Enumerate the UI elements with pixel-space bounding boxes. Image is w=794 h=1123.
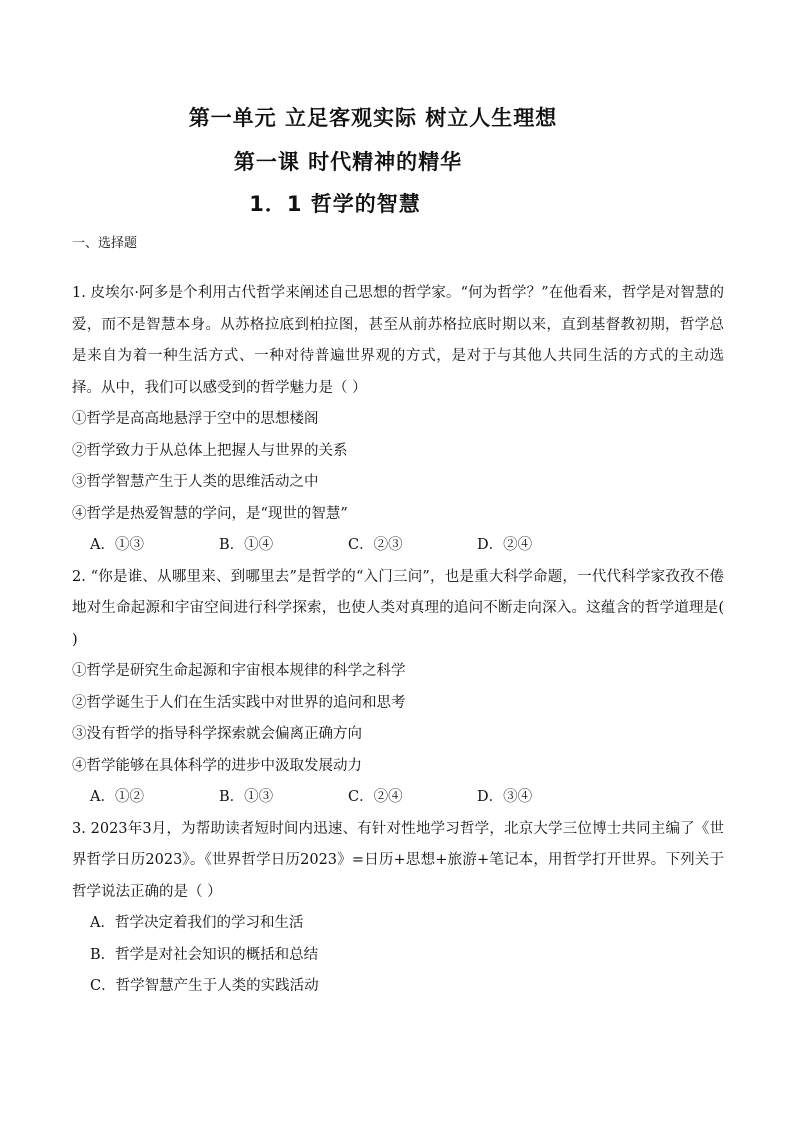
question-2-stem: 2. “你是谁、从哪里来、到哪里去”是哲学的“入门三问”，也是重大科学命题，一代代科学家孜孜不倦地对生命起源和宇宙空间进行科学探索，也使人类对真理的追问不断走向深入。这蕴含的哲学道理是( ) bbox=[72, 568, 724, 648]
question-2-options bbox=[72, 782, 724, 814]
question-3-stem: 3. 2023年3月，为帮助读者短时间内迅速、有针对性地学习哲学，北京大学三位博士共同主编了《世界哲学日历2023》。《世界哲学日历2023》=日历+思想+旅游+笔记本，用哲学打开世界。下列关于哲学说法正确的是（ ） bbox=[72, 820, 724, 900]
question-2-item: ④哲学能够在具体科学的进步中汲取发展动力 bbox=[72, 757, 362, 774]
section-heading: 一、选择题 bbox=[72, 236, 138, 251]
option-b[interactable]: B．①④ bbox=[219, 537, 274, 553]
option-b[interactable]: B．哲学是对社会知识的概括和总结 bbox=[90, 946, 319, 963]
option-d[interactable]: D．②④ bbox=[477, 537, 533, 553]
question-1-stem: 1. 皮埃尔·阿多是个利用古代哲学来阐述自己思想的哲学家。“何为哲学？”在他看来，哲学是对智慧的爱，而不是智慧本身。从苏格拉底到柏拉图，甚至从前苏格拉底时期以来，直到基督教初期，哲学总是来自为着一种生活方式、一种对待普遍世界观的方式，是对于与其他人共同生活的方式的主动选择。从中，我们可以感受到的哲学魅力是（ ） bbox=[72, 285, 724, 396]
question-2-item: ③没有哲学的指导科学探索就会偏离正确方向 bbox=[72, 726, 362, 742]
question-list bbox=[72, 278, 724, 1003]
option-b[interactable]: B．①③ bbox=[219, 789, 274, 805]
unit-title: 第一单元 立足客观实际 树立人生理想 bbox=[188, 106, 558, 130]
option-c[interactable]: C．哲学智慧产生于人类的实践活动 bbox=[90, 978, 319, 994]
question-1-item: ②哲学致力于从总体上把握人与世界的关系 bbox=[72, 442, 348, 459]
option-a[interactable]: A．①② bbox=[90, 789, 144, 805]
option-d[interactable]: D．③④ bbox=[477, 789, 533, 805]
question-2 bbox=[72, 562, 724, 814]
lesson-title: 第一课 时代精神的精华 bbox=[233, 150, 463, 174]
question-1-options bbox=[72, 530, 724, 562]
question-2-item: ①哲学是研究生命起源和宇宙根本规律的科学之科学 bbox=[72, 663, 406, 679]
option-a[interactable]: A．①③ bbox=[90, 537, 144, 553]
question-1-item: ③哲学智慧产生于人类的思维活动之中 bbox=[72, 474, 319, 490]
option-c[interactable]: C．②③ bbox=[348, 537, 403, 553]
section-title: 1．1 哲学的智慧 bbox=[249, 192, 421, 216]
question-1-item: ④哲学是热爱智慧的学问，是“现世的智慧” bbox=[72, 505, 348, 522]
option-a[interactable]: A．哲学决定着我们的学习和生活 bbox=[90, 915, 304, 931]
option-c[interactable]: C．②④ bbox=[348, 789, 403, 805]
question-1-item: ①哲学是高高地悬浮于空中的思想楼阁 bbox=[72, 411, 319, 427]
question-3 bbox=[72, 814, 724, 1003]
question-1 bbox=[72, 278, 724, 562]
question-2-item: ②哲学诞生于人们在生活实践中对世界的追问和思考 bbox=[72, 694, 406, 711]
